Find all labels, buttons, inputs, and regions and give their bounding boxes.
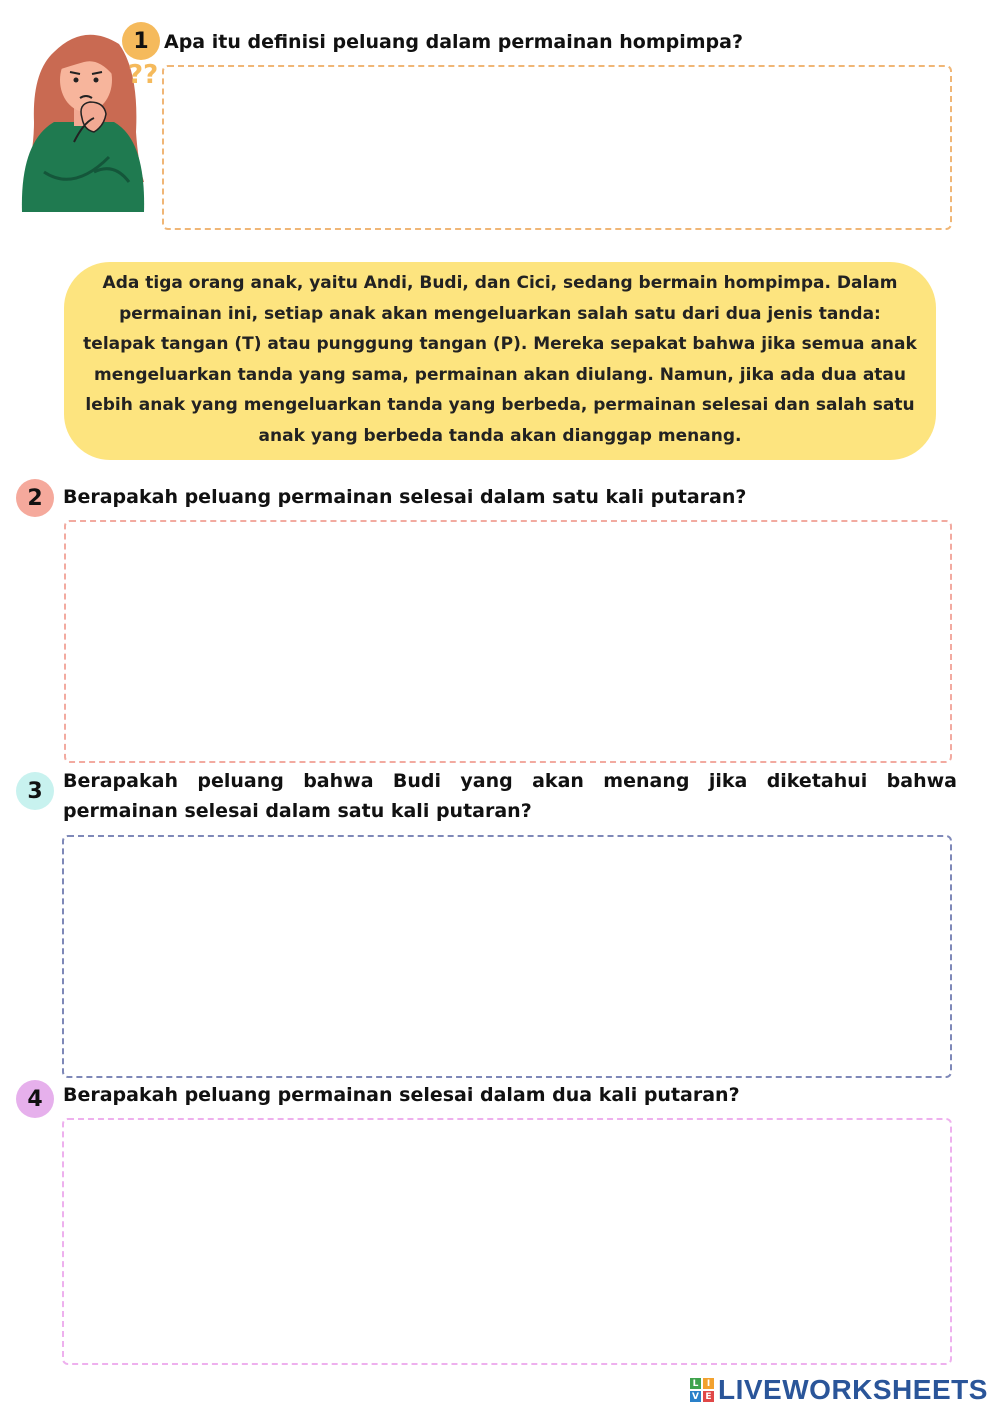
- answer-box-3[interactable]: [62, 835, 952, 1078]
- liveworksheets-brand: [690, 1374, 988, 1406]
- question-2-text: Berapakah peluang permainan selesai dalam satu kali putaran?: [63, 486, 747, 508]
- question-2-number: 2: [16, 479, 54, 517]
- liveworksheets-wordmark: LIVEWORKSHEETS: [718, 1374, 988, 1405]
- question-3-number: 3: [16, 772, 54, 810]
- question-1-text: Apa itu definisi peluang dalam permainan hompimpa?: [164, 31, 743, 53]
- question-3-text: Berapakah peluang bahwa Budi yang akan menang jika diketahui bahwa permainan selesai dalam satu kali putaran?: [63, 770, 957, 822]
- answer-box-1[interactable]: [162, 65, 952, 230]
- answer-box-2[interactable]: [64, 520, 952, 763]
- question-1-number: 1: [122, 22, 160, 60]
- question-4-number: 4: [16, 1080, 54, 1118]
- story-text: Ada tiga orang anak, yaitu Andi, Budi, dan Cici, sedang bermain hompimpa. Dalam permainan ini, setiap anak akan mengeluarkan salah satu dari dua jenis tanda: telapak tangan (T) atau punggung tangan (P). Mereka sepakat bahwa jika semua anak mengeluarkan tanda yang sama, permainan akan diulang. Namun, jika ada dua atau lebih anak yang mengeluarkan tanda yang berbeda, permainan selesai dan salah satu anak yang berbeda tanda akan dianggap menang.: [64, 262, 936, 460]
- answer-box-4[interactable]: [62, 1118, 952, 1365]
- question-4-text: Berapakah peluang permainan selesai dalam dua kali putaran?: [63, 1084, 740, 1106]
- liveworksheets-logo-icon: L I V E: [690, 1378, 714, 1402]
- question-marks-icon: ??: [128, 60, 159, 90]
